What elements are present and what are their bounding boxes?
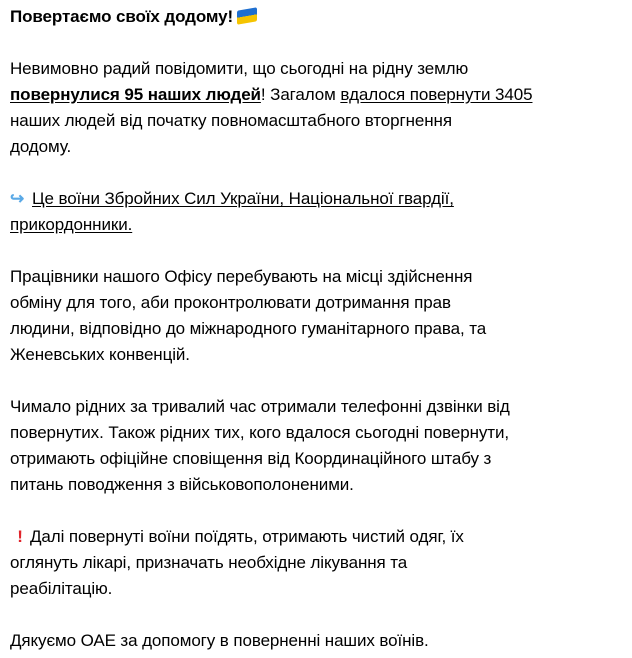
text-link[interactable]: прикордонники.	[10, 215, 133, 234]
paragraph-gap	[10, 160, 625, 186]
text-segment: наших людей від початку повномасштабного вторгнення	[10, 111, 452, 130]
paragraph	[10, 628, 625, 654]
text-segment: Працівники нашого Офісу перебувають на місці здійснення	[10, 267, 473, 286]
text-segment: отримають офіційне сповіщення від Координаційного штабу з	[10, 449, 492, 468]
text-line	[10, 472, 625, 498]
paragraph	[10, 264, 625, 368]
ukraine-flag-icon	[237, 7, 257, 25]
text-line	[10, 628, 625, 654]
exclamation-icon: !	[17, 527, 23, 546]
text-line	[10, 576, 625, 602]
text-link[interactable]: Це воїни Збройних Сил України, Національної гвардії,	[32, 189, 454, 208]
text-line	[10, 108, 625, 134]
text-line	[10, 264, 625, 290]
text-segment: реабілітацію.	[10, 579, 113, 598]
forward-arrow-icon: ↪	[10, 189, 25, 208]
paragraph-gap	[10, 368, 625, 394]
text-link[interactable]: вдалося повернути 3405	[340, 85, 533, 104]
paragraph	[10, 56, 625, 160]
text-line	[10, 56, 625, 82]
text-line	[10, 212, 625, 238]
text-line	[10, 394, 625, 420]
text-segment: Чимало рідних за тривалий час отримали телефонні дзвінки від	[10, 397, 510, 416]
text-line	[10, 524, 625, 550]
text-line	[10, 342, 625, 368]
paragraph-gap	[10, 238, 625, 264]
paragraph	[10, 186, 625, 238]
text-segment: Далі повернуті воїни поїдять, отримають чистий одяг, їх	[30, 527, 464, 546]
text-line	[10, 446, 625, 472]
text-segment: повернутих. Також рідних тих, кого вдалося сьогодні повернути,	[10, 423, 510, 442]
text-line	[10, 186, 625, 212]
text-line	[10, 420, 625, 446]
text-segment: людини, відповідно до міжнародного гуманітарного права, та	[10, 319, 487, 338]
text-segment: Дякуємо ОАЕ за допомогу в поверненні наших воїнів.	[10, 631, 429, 650]
text-segment: ! Загалом	[260, 85, 341, 104]
post-content	[10, 4, 625, 654]
text-line	[10, 316, 625, 342]
paragraph	[10, 394, 625, 498]
text-line	[10, 82, 625, 108]
text-segment: Невимовно радий повідомити, що сьогодні на рідну землю	[10, 59, 469, 78]
paragraph-gap	[10, 602, 625, 628]
text-line	[10, 134, 625, 160]
paragraph-gap	[10, 498, 625, 524]
paragraph	[10, 524, 625, 602]
text-segment: додому.	[10, 137, 72, 156]
text-line	[10, 550, 625, 576]
text-line	[10, 290, 625, 316]
text-segment: оглянуть лікарі, призначать необхідне лікування та	[10, 553, 408, 572]
highlight-text: повернулися 95 наших людей	[10, 85, 261, 104]
text-segment: Женевських конвенцій.	[10, 345, 190, 364]
text-segment: питань поводження з військовополоненими.	[10, 475, 354, 494]
text-segment: обміну для того, аби проконтролювати дотримання прав	[10, 293, 451, 312]
post-title	[10, 4, 625, 30]
paragraph-gap	[10, 30, 625, 56]
post-title-text: Повертаємо своїх додому!	[10, 7, 234, 26]
